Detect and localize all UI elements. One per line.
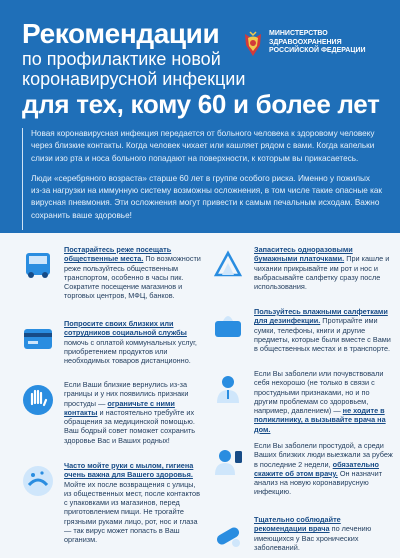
right-item-1: Запаситесь одноразовыми бумажными платочками. При кашле и чихании прикрывайте им рот и нос и выбрасывайте салфетку сразу после использования. <box>208 245 394 291</box>
recommendations-panel <box>0 233 400 558</box>
hand-washing-icon <box>18 461 58 501</box>
right-item-4: Если Вы заболели простудой, а среди Ваших близких люди выезжали за рубеж в последние 2 недели, обязательно скажите об этом врачу. Он назначит анализ на новую коронавирусную инфекцию. <box>208 441 394 497</box>
left-item-3: Если Ваши близкие вернулись из-за границы и у них появились признаки простуды — ограничьте с ними контакты и настоятельно требуйте их обращения за медицинской помощью. Ваш бодрый совет поможет сохранить здоровье Вас и Ваших родных! <box>18 380 204 445</box>
right-item-2: Пользуйтесь влажными салфетками для дезинфекции. Протирайте ими сумки, телефоны, книги и другие предметы, которые были вместе с Вами в общественных местах и в транспорте. <box>208 307 394 353</box>
wet-wipes-icon <box>208 307 248 347</box>
tissue-icon <box>208 245 248 285</box>
title-line-4: для тех, кому 60 и более лет <box>22 89 380 119</box>
title-line-1: Рекомендации <box>22 18 220 49</box>
bus-icon <box>18 245 58 285</box>
title-line-2: по профилактике новой <box>22 49 221 69</box>
left-item-2: Попросите своих близких или сотрудников социальной службы помочь с оплатой коммунальных услуг, приобретением продуктов или необходимых товаров дистанционно. <box>18 319 204 365</box>
pills-icon <box>208 515 248 555</box>
phone-call-icon <box>208 441 248 481</box>
coat-of-arms-icon <box>241 30 265 58</box>
ministry-name: МИНИСТЕРСТВО ЗДРАВООХРАНЕНИЯ РОССИЙСКОЙ ФЕДЕРАЦИИ <box>269 30 366 54</box>
intro-paragraph-2: Люди «серебряного возраста» старше 60 лет в группе особого риска. Именно у пожилых из-за нагрузки на иммунную систему возможны осложнения, в том числе такие опасные как вирусная пневмония. Эти осложнения могут привести к самым печальным исходам. Важно сохранить ваше здоровье! <box>31 173 382 220</box>
intro-text <box>22 128 382 230</box>
right-item-3: Если Вы заболели или почувствовали себя нехорошо (не только в связи с простудными признаками, но и по другим проблемам со здоровьем, например, давлением) — не ходите в поликлинику, а вызывайте врача на дом. <box>208 369 394 434</box>
intro-paragraph-1: Новая коронавирусная инфекция передается от больного человека к здоровому человеку через близкие контакты. Когда человек чихает или кашляет рядом с вами. Когда капельки слизи изо рта и носа больного попадают на поверхности, к которым вы прикасаетесь. <box>31 129 375 163</box>
left-item-1: Постарайтесь реже посещать общественные места. По возможности реже пользуйтесь общественным транспортом, особенно в часы пик. Сократите посещение магазинов и торговых центров, МФЦ, банков. <box>18 245 204 301</box>
right-item-5: Тщательно соблюдайте рекомендации врача по лечению имеющихся у Вас хронических заболеваний. <box>208 515 394 555</box>
ministry-logo <box>241 30 394 58</box>
stop-hand-icon <box>18 380 58 420</box>
title-line-3: коронавирусной инфекции <box>22 69 246 89</box>
doctor-icon <box>208 369 248 409</box>
payment-card-icon <box>18 319 58 359</box>
left-item-4: Часто мойте руки с мылом, гигиена очень важна для Вашего здоровья. Мойте их после возвращения с улицы, из общественных мест, после контактов с упаковками из магазинов, перед приготовлением пищи. Не трогайте грязными руками лицо, рот, нос и глаза — так вирус может попасть в Ваш организм. <box>18 461 204 545</box>
